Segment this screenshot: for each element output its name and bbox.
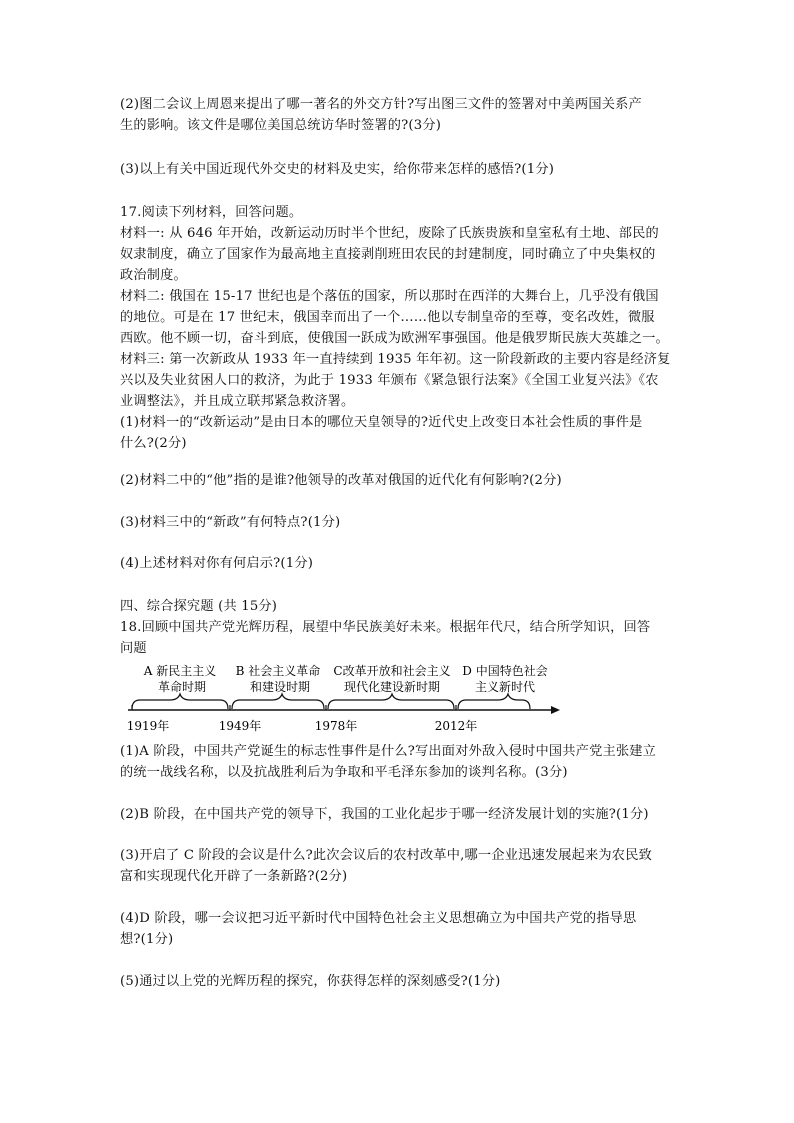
bracket-b [232,694,324,709]
q17-sub2-line: (2)材料二中的“他”指的是谁?他领导的改革对俄国的近代化有何影响?(2分) [120,473,562,488]
q18-sub3-line1: (3)开启了 C 阶段的会议是什么?此次会议后的农村改革中,哪一企业迅速发展起来为农民致 [120,848,652,863]
q17-material2-line3: 西欧。他不顾一切，奋斗到底，使俄国一跃成为欧洲军事强国。他是俄罗斯民族大英雄之一。 [120,331,669,346]
q16-part3 [120,159,680,180]
q18-sub4 [120,908,680,950]
q18-sub3 [120,845,680,887]
q18-sub3-line2: 富和实现现代化开辟了一条新路?(2分) [120,869,348,884]
bracket-c [328,694,454,709]
axis-arrow-icon [551,706,560,714]
q18-sub5 [120,971,680,992]
q17-sub3-line: (3)材料三中的“新政”有何特点?(1分) [120,515,341,530]
period-a-line2: 革命时期 [157,680,207,694]
q18-sub1-line2: 的统一战线名称，以及抗战胜利后为争取和平毛泽东参加的谈判名称。(3分) [120,765,568,780]
period-c-line1: C改革开放和社会主义 [333,664,451,678]
period-b-line2: 和建设时期 [249,680,311,694]
q17-material3-line1: 材料三: 第一次新政从 1933 年一直持续到 1935 年年初。这一阶段新政的主要内容是经济复 [120,352,671,367]
q17-material3-line3: 业调整法》，并且成立联邦紧急救济署。 [120,394,355,409]
year-1919: 1919年 [126,719,170,733]
q17-material1-line1: 材料一: 从 646 年开始，改新运动历时半个世纪，废除了氏族贵族和皇室私有土地、部民的 [120,226,659,241]
period-d-line1: D 中国特色社会 [462,664,548,678]
q17-material3-line2: 兴以及失业贫困人口的救济，为此于 1933 年颁布《紧急银行法案》《全国工业复兴法》《农 [120,373,659,388]
q18-intro-line1: 18.回顾中国共产党光辉历程，展望中华民族美好未来。根据年代尺，结合所学知识，回答 [120,620,651,635]
q17-material2-line1: 材料二: 俄国在 15-17 世纪也是个落伍的国家，所以那时在西洋的大舞台上，几乎没有俄国 [120,289,659,304]
q18-sub1-line1: (1)A 阶段，中国共产党诞生的标志性事件是什么?写出面对外敌入侵时中国共产党主张建立 [120,744,656,759]
q18-sub4-line2: 想?(1分) [120,932,174,947]
year-1949: 1949年 [218,719,262,733]
q17-sub3 [120,512,680,533]
q16-2-line2: 生的影响。该文件是哪位美国总统访华时签署的?(3分) [120,118,442,133]
q17-sub4 [120,553,680,574]
q16-3-line: (3)以上有关中国近现代外交史的材料及史实，给你带来怎样的感悟?(1分) [120,162,555,177]
q17-sub2 [120,470,680,491]
q17-material1-line3: 政治制度。 [120,268,187,283]
period-c-line2: 现代化建设新时期 [343,680,441,694]
bracket-d [458,694,530,709]
q17-material1-line2: 奴隶制度，确立了国家作为最高地主直接剥削班田农民的封建制度，同时确立了中央集权的 [120,247,656,262]
q18-sub4-line1: (4)D 阶段，哪一会议把习近平新时代中国特色社会主义思想确立为中国共产党的指导思 [120,911,637,926]
q18-sub5-line: (5)通过以上党的光辉历程的探究，你获得怎样的深刻感受?(1分) [120,974,501,989]
period-d-line2: 主义新时代 [474,680,536,694]
q17-material2-line2: 的地位。可是在 17 世纪末，俄国幸而出了一个……他以专制皇帝的至尊，变名改姓，微服 [120,310,655,325]
bracket-a [132,694,228,709]
year-2012: 2012年 [434,719,478,733]
q18-sub1 [120,741,680,783]
q18-intro-line2: 问题 [120,641,147,656]
q18-sub2-line: (2)B 阶段，在中国共产党的领导下，我国的工业化起步于哪一经济发展计划的实施?(1分) [120,807,649,822]
q17-sub4-line: (4)上述材料对你有何启示?(1分) [120,556,314,571]
q16-part2 [120,94,680,136]
period-a-line1: A 新民主主义 [143,664,217,678]
year-1978: 1978年 [314,719,358,733]
q18-sub2 [120,804,680,825]
q16-2-line1: (2)图二会议上周恩来提出了哪一著名的外交方针?写出图三文件的签署对中美两国关系产 [120,97,642,112]
era-timeline [120,660,570,738]
q17-title: 17.阅读下列材料，回答问题。 [120,205,303,220]
section4 [120,596,680,659]
period-brackets [132,694,530,709]
q17-block [120,202,680,454]
section4-heading: 四、综合探究题 (共 15分) [120,599,278,614]
q17-sub1-line1: (1)材料一的“改新运动”是由日本的哪位天皇领导的?近代史上改变日本社会性质的事件是 [120,415,643,430]
q17-sub1-line2: 什么?(2分) [120,436,187,451]
period-b-line1: B 社会主义革命 [235,664,321,678]
